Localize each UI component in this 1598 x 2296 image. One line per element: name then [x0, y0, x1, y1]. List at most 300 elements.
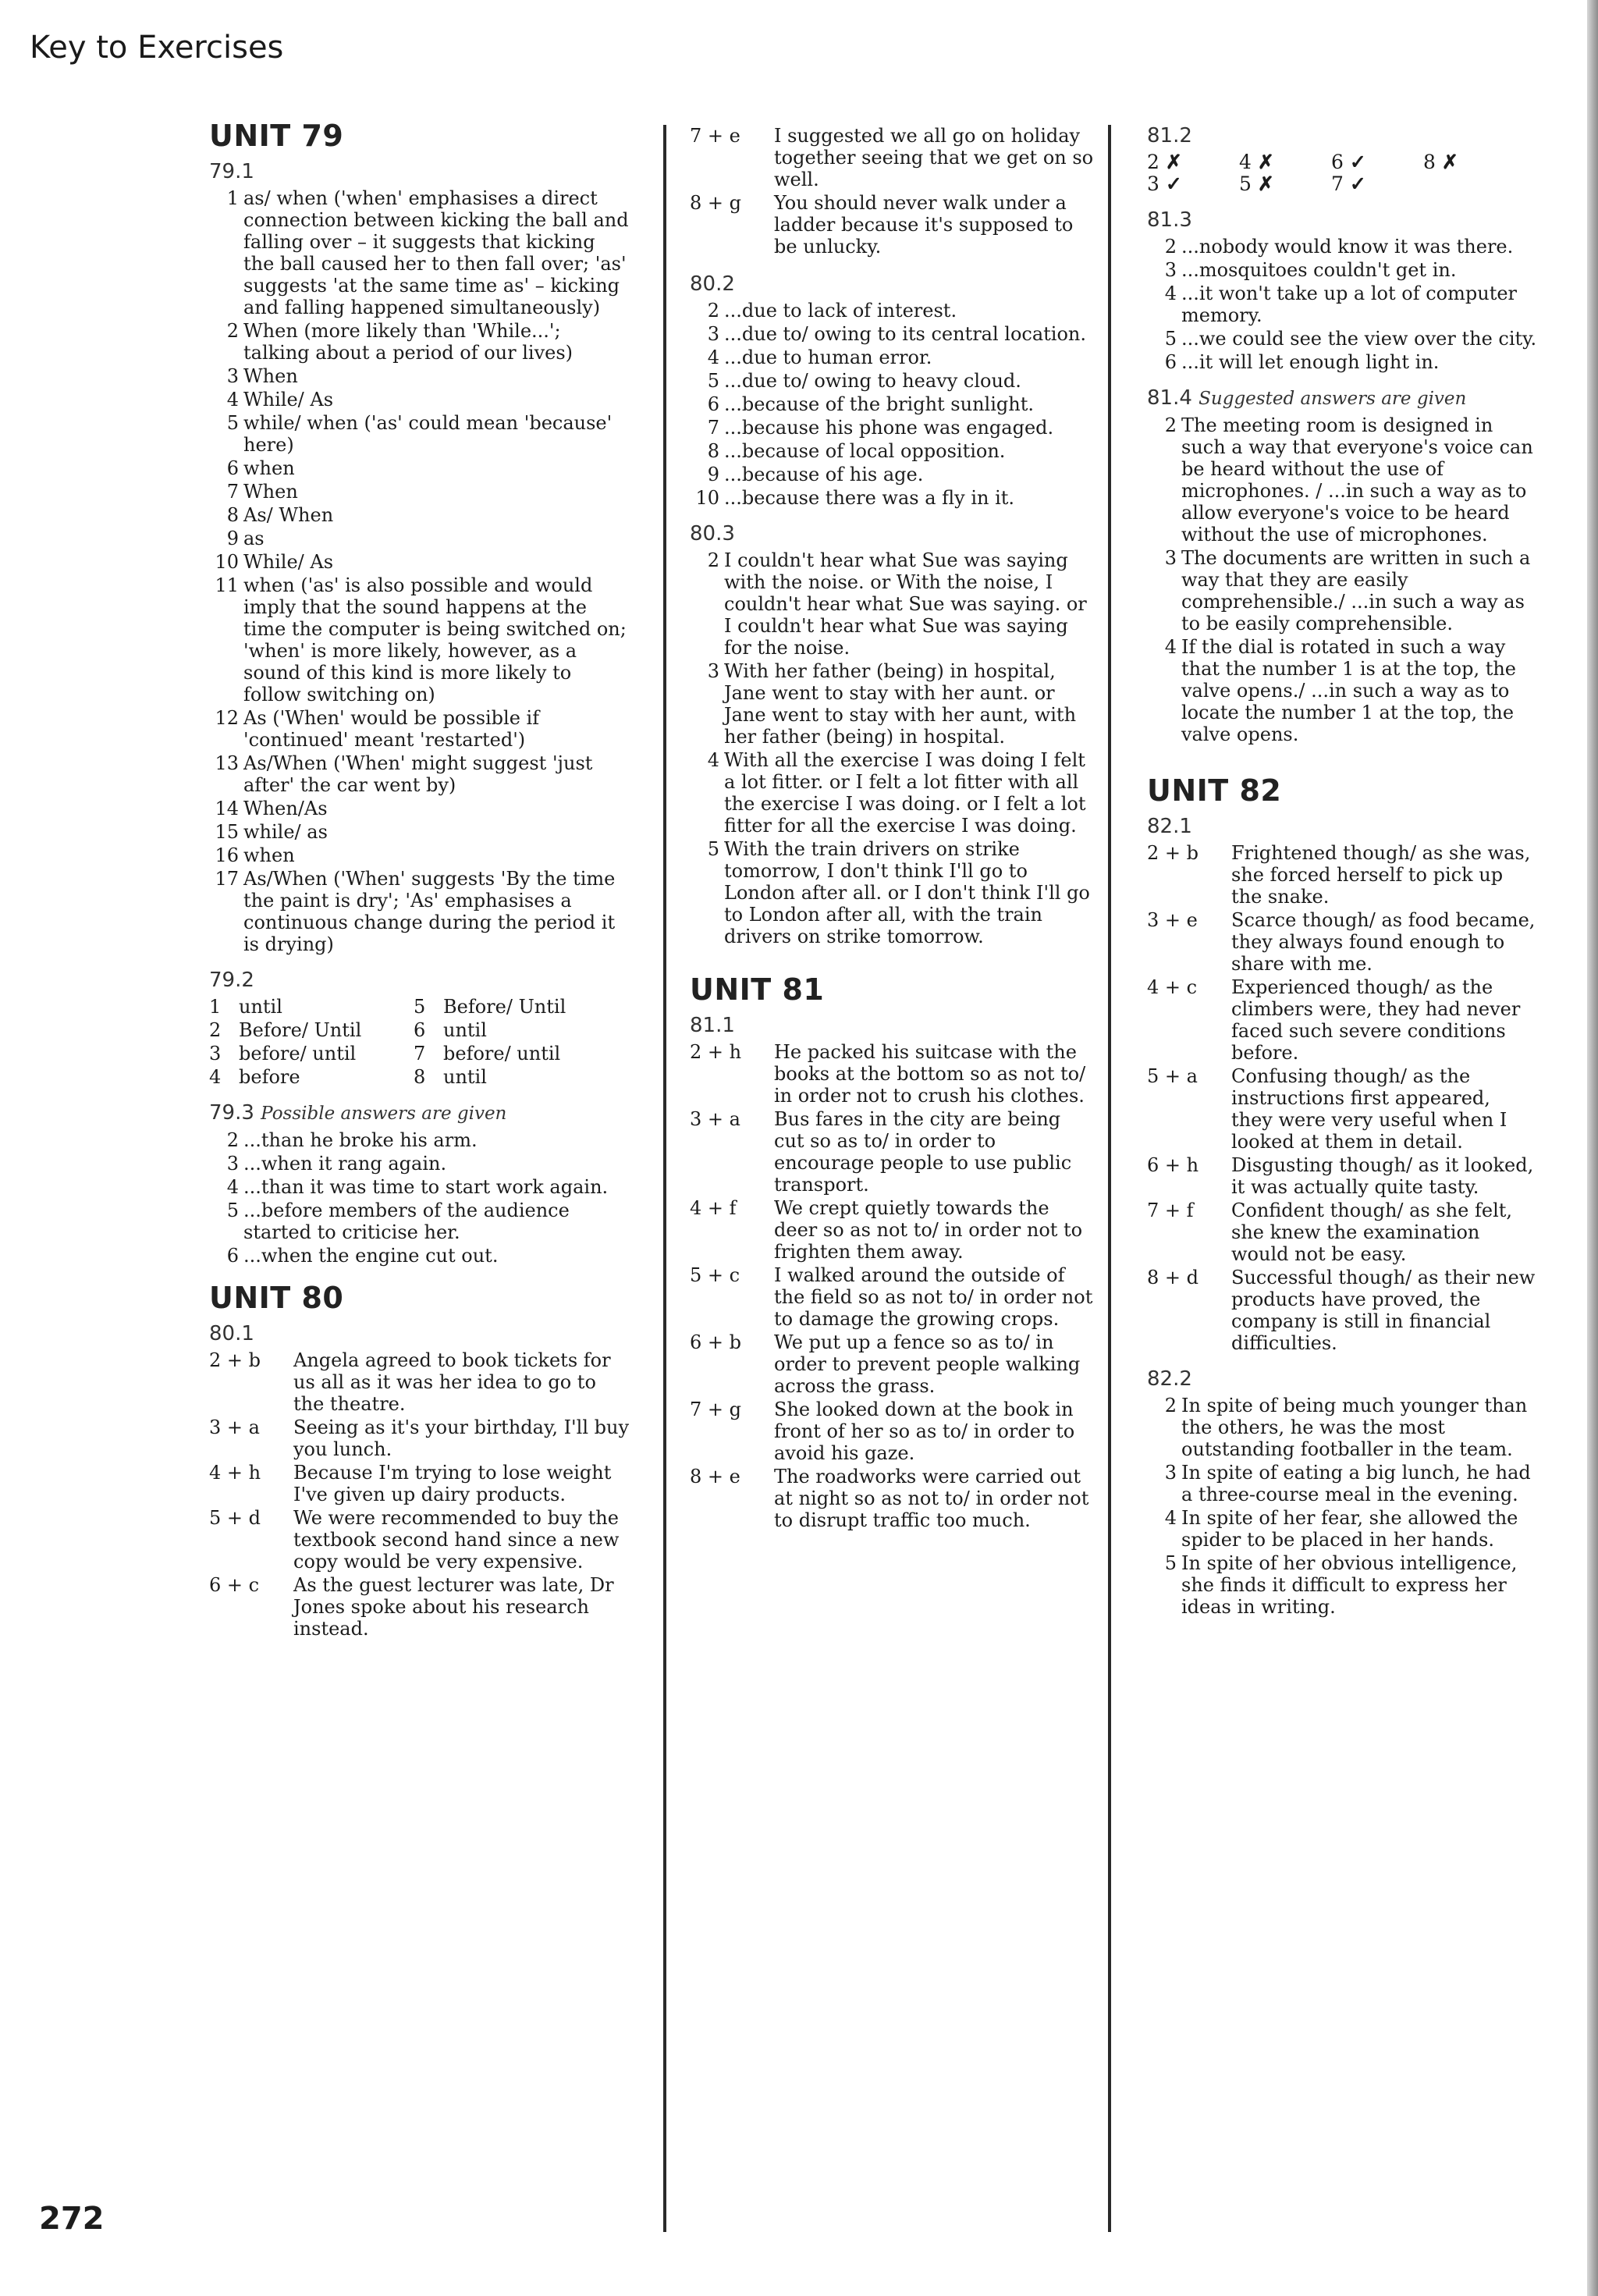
- column-3: [1147, 125, 1537, 1632]
- mark-cell: [1239, 173, 1331, 195]
- list-item: [1147, 259, 1537, 281]
- item-text: I walked around the outside of the field so as not to/ in order not to damage the growing crops.: [774, 1264, 1093, 1330]
- list-item: [1147, 1507, 1537, 1551]
- cross-icon: ✗: [1441, 151, 1458, 173]
- item-text: ...we could see the view over the city.: [1181, 328, 1537, 350]
- item-text: ...it won't take up a lot of computer memory.: [1181, 283, 1518, 326]
- list-item: [1147, 351, 1537, 373]
- exercise-section: [209, 969, 630, 1088]
- item-number: 3: [1164, 259, 1177, 281]
- grid-cell: [414, 1019, 585, 1041]
- item-text: when ('as' is also possible and would imply that the sound happens at the time the computer is being switched on; 'when' is more likely, however, as a sound of this kind is more likely to follow switching on): [243, 574, 627, 706]
- item-text: As/When ('When' might suggest 'just after' the car went by): [243, 752, 593, 796]
- item-number: 4: [1239, 151, 1252, 173]
- item-number: 4: [226, 389, 239, 411]
- list-item: [690, 192, 1096, 258]
- item-text: ...than it was time to start work again.: [243, 1176, 609, 1198]
- page-header-title: Key to Exercises: [30, 30, 284, 66]
- mark-cell: [1423, 151, 1501, 173]
- item-number: 15: [215, 821, 239, 843]
- section-title: [690, 273, 1096, 295]
- item-number: 9: [226, 528, 239, 549]
- list-item: [209, 844, 630, 866]
- list-item: [209, 821, 630, 843]
- list-item: [1147, 547, 1537, 634]
- answer-list: [209, 187, 630, 955]
- item-number: 6 + b: [690, 1331, 741, 1353]
- list-item: [1147, 236, 1537, 258]
- list-item: [209, 1507, 630, 1573]
- item-number: 7: [1331, 172, 1344, 195]
- section-title: [209, 1323, 630, 1345]
- section-title: [1147, 1368, 1537, 1390]
- item-number: 2: [707, 300, 719, 322]
- unit-title: UNIT 79: [209, 119, 344, 153]
- list-item: [1147, 1395, 1537, 1460]
- item-text: As/ When: [243, 504, 334, 526]
- exercise-section: [1147, 816, 1537, 1354]
- list-item: [690, 1466, 1096, 1531]
- list-item: [690, 417, 1096, 439]
- exercise-section: [209, 1102, 630, 1267]
- list-item: [690, 1331, 1096, 1397]
- list-item: [209, 551, 630, 573]
- list-item: [209, 1129, 630, 1151]
- item-text: With her father (being) in hospital, Jane went to stay with her aunt. or Jane went to stay with her aunt, with her father (being) in hospital.: [724, 660, 1077, 748]
- item-number: 10: [695, 487, 719, 509]
- item-text: until: [239, 996, 282, 1018]
- list-item: [209, 798, 630, 819]
- item-number: 2: [1164, 414, 1177, 436]
- item-text: until: [443, 1066, 487, 1088]
- item-text: Confusing though/ as the instructions first appeared, they were very useful when I looked at them in detail.: [1231, 1065, 1507, 1153]
- list-item: [690, 1197, 1096, 1263]
- item-number: 4: [707, 347, 719, 368]
- list-item: [209, 365, 630, 387]
- item-number: 1: [209, 996, 222, 1018]
- item-number: 5: [1164, 328, 1177, 350]
- list-item: [1147, 1462, 1537, 1505]
- item-number: 3: [1164, 1462, 1177, 1484]
- item-text: While/ As: [243, 551, 334, 573]
- list-item: [209, 868, 630, 955]
- list-item: [1147, 1267, 1537, 1354]
- item-number: 2 + h: [690, 1041, 742, 1063]
- item-text: Successful though/ as their new products have proved, the company is still in financial difficulties.: [1231, 1267, 1536, 1354]
- mark-cell: [1147, 151, 1239, 173]
- item-text: when: [243, 844, 295, 866]
- exercise-section: [690, 1015, 1096, 1531]
- item-text: ...when it rang again.: [243, 1153, 447, 1175]
- item-number: 8: [226, 504, 239, 526]
- list-item: [209, 574, 630, 706]
- item-number: 16: [215, 844, 239, 866]
- grid-cell: [414, 996, 585, 1018]
- item-number: 6: [414, 1019, 426, 1041]
- item-text: when: [243, 457, 295, 479]
- item-text: ...because his phone was engaged.: [724, 417, 1054, 439]
- item-text: ...mosquitoes couldn't get in.: [1181, 259, 1457, 281]
- answer-list: [209, 1129, 630, 1267]
- item-number: 8: [707, 440, 719, 462]
- list-item: [209, 504, 630, 526]
- answer-marks-grid: [1147, 151, 1537, 195]
- section-title: [1147, 816, 1537, 837]
- item-text: Seeing as it's your birthday, I'll buy you lunch.: [293, 1416, 630, 1460]
- exercise-section: [690, 523, 1096, 947]
- item-number: 4 + c: [1147, 976, 1198, 998]
- item-text: When/As: [243, 798, 328, 819]
- item-number: 3 + a: [209, 1416, 260, 1438]
- item-number: 5: [1239, 172, 1252, 195]
- list-item: [690, 1264, 1096, 1330]
- list-item: [690, 370, 1096, 392]
- item-text: In spite of eating a big lunch, he had a three-course meal in the evening.: [1181, 1462, 1531, 1505]
- item-text: Disgusting though/ as it looked, it was actually quite tasty.: [1231, 1154, 1534, 1198]
- item-number: 12: [215, 707, 239, 729]
- item-number: 2: [707, 549, 719, 571]
- section-note: Possible answers are given: [261, 1104, 507, 1124]
- list-item: [690, 440, 1096, 462]
- item-text: When: [243, 481, 298, 503]
- item-number: 5 + a: [1147, 1065, 1198, 1087]
- item-number: 5: [707, 838, 719, 860]
- item-number: 10: [215, 551, 239, 573]
- item-text: Frightened though/ as she was, she forced herself to pick up the snake.: [1231, 842, 1531, 908]
- list-item: [1147, 1065, 1537, 1153]
- item-number: 7 + e: [690, 125, 740, 147]
- list-item: [690, 660, 1096, 748]
- item-number: 7 + g: [690, 1399, 741, 1420]
- item-text: In spite of her obvious intelligence, she finds it difficult to express her ideas in writing.: [1181, 1552, 1518, 1618]
- grid-cell: [414, 1043, 585, 1064]
- list-item: [690, 749, 1096, 837]
- unit-title: UNIT 82: [1147, 773, 1282, 808]
- cross-icon: ✗: [1257, 172, 1274, 195]
- item-number: 4 + h: [209, 1462, 261, 1484]
- item-text: ...when the engine cut out.: [243, 1245, 499, 1267]
- section-number: 81.1: [690, 1014, 735, 1037]
- item-text: ...because of his age.: [724, 464, 924, 485]
- item-text: The roadworks were carried out at night so as not to/ in order not to disrupt traffic too much.: [774, 1466, 1089, 1531]
- column-2: [690, 125, 1096, 1545]
- grid-cell: [209, 1066, 414, 1088]
- item-text: As ('When' would be possible if 'continued' meant 'restarted'): [243, 707, 540, 751]
- item-text: as: [243, 528, 265, 549]
- check-icon: ✓: [1349, 172, 1366, 195]
- item-text: As/When ('When' suggests 'By the time the paint is dry'; 'As' emphasises a continuous change during the period it is drying): [243, 868, 616, 955]
- section-number: 79.3: [209, 1101, 254, 1125]
- item-number: 6: [226, 457, 239, 479]
- item-text: ...due to/ owing to its central location.: [724, 323, 1087, 345]
- grid-cell: [209, 1043, 414, 1064]
- item-text: In spite of her fear, she allowed the spider to be placed in her hands.: [1181, 1507, 1518, 1551]
- item-text: ...nobody would know it was there.: [1181, 236, 1514, 258]
- item-text: We were recommended to buy the textbook second hand since a new copy would be very expensive.: [293, 1507, 620, 1573]
- item-text: Before/ Until: [239, 1019, 362, 1041]
- list-item: [209, 457, 630, 479]
- section-title: [1147, 125, 1537, 147]
- item-text: I couldn't hear what Sue was saying with the noise. or With the noise, I couldn't hear what Sue was saying. or I couldn't hear what Sue was saying for the noise.: [724, 549, 1087, 659]
- section-title: [690, 523, 1096, 545]
- item-text: In spite of being much younger than the others, he was the most outstanding footballer in the team.: [1181, 1395, 1528, 1460]
- grid-cell: [414, 1066, 585, 1088]
- list-item: [1147, 976, 1537, 1064]
- answer-list: [1147, 1395, 1537, 1618]
- list-item: [1147, 1552, 1537, 1618]
- item-number: 8 + g: [690, 192, 741, 214]
- item-number: 14: [215, 798, 239, 819]
- item-number: 11: [215, 574, 239, 596]
- item-text: ...due to/ owing to heavy cloud.: [724, 370, 1021, 392]
- item-number: 4 + f: [690, 1197, 737, 1219]
- item-text: As the guest lecturer was late, Dr Jones spoke about his research instead.: [293, 1574, 614, 1640]
- list-item: [209, 1245, 630, 1267]
- item-text: The documents are written in such a way that they are easily comprehensible./ ...in such a way as to be easily comprehensible.: [1181, 547, 1531, 634]
- item-number: 2: [226, 320, 239, 342]
- item-text: while/ as: [243, 821, 328, 843]
- list-item: [1147, 909, 1537, 975]
- item-text: With the train drivers on strike tomorrow, I don't think I'll go to London after all. or I don't think I'll go to London after all, with the train drivers on strike tomorrow.: [724, 838, 1090, 947]
- section-number: 82.1: [1147, 815, 1192, 838]
- list-item: [690, 487, 1096, 509]
- list-item: [209, 1349, 630, 1415]
- section-number: 82.2: [1147, 1367, 1192, 1391]
- answer-list: [1147, 842, 1537, 1354]
- section-number: 79.1: [209, 160, 254, 183]
- answer-list: [690, 549, 1096, 947]
- list-item: [690, 323, 1096, 345]
- column-1: [209, 119, 630, 1654]
- exercise-section: [1147, 1368, 1537, 1618]
- section-number: 81.4: [1147, 386, 1192, 410]
- item-number: 9: [707, 464, 719, 485]
- item-number: 3: [226, 365, 239, 387]
- section-number: 80.1: [209, 1322, 254, 1345]
- list-item: [1147, 842, 1537, 908]
- item-text: until: [443, 1019, 487, 1041]
- item-text: The meeting room is designed in such a way that everyone's voice can be heard without the use of microphones. / ...in such a way as to allow everyone's voice to be heard without the use of microphones.: [1181, 414, 1533, 546]
- item-number: 2 + b: [209, 1349, 261, 1371]
- item-number: 3: [1147, 172, 1159, 195]
- item-number: 8: [1423, 151, 1436, 173]
- item-number: 8: [414, 1066, 426, 1088]
- answer-list: [209, 1349, 630, 1640]
- item-number: 6: [1331, 151, 1344, 173]
- list-item: [690, 838, 1096, 947]
- item-number: 1: [226, 187, 239, 209]
- item-number: 5: [414, 996, 426, 1018]
- section-number: 80.2: [690, 272, 735, 296]
- answer-list: [1147, 236, 1537, 373]
- list-item: [209, 481, 630, 503]
- item-number: 3: [1164, 547, 1177, 569]
- item-text: ...because of the bright sunlight.: [724, 393, 1034, 415]
- item-text: ...because of local opposition.: [724, 440, 1006, 462]
- item-number: 2: [1147, 151, 1159, 173]
- answer-list: [690, 1041, 1096, 1531]
- item-text: Bus fares in the city are being cut so as to/ in order to encourage people to use public transport.: [774, 1108, 1072, 1196]
- item-text: Scarce though/ as food became, they always found enough to share with me.: [1231, 909, 1536, 975]
- list-item: [690, 464, 1096, 485]
- item-text: Before/ Until: [443, 996, 566, 1018]
- item-number: 13: [215, 752, 239, 774]
- section-number: 81.3: [1147, 208, 1192, 232]
- item-number: 2 + b: [1147, 842, 1198, 864]
- item-number: 7: [414, 1043, 426, 1064]
- item-number: 3: [209, 1043, 222, 1064]
- item-text: I suggested we all go on holiday together seeing that we get on so well.: [774, 125, 1094, 190]
- mark-cell: [1331, 151, 1423, 173]
- mark-cell: [1147, 173, 1239, 195]
- item-text: When (more likely than 'While...'; talking about a period of our lives): [243, 320, 574, 364]
- item-number: 2: [226, 1129, 239, 1151]
- list-item: [209, 1574, 630, 1640]
- item-text: while/ when ('as' could mean 'because' here): [243, 412, 613, 456]
- list-item: [1147, 1200, 1537, 1265]
- section-title: [1147, 209, 1537, 231]
- list-item: [1147, 328, 1537, 350]
- item-text: You should never walk under a ladder because it's supposed to be unlucky.: [774, 192, 1074, 258]
- item-text: Because I'm trying to lose weight I've given up dairy products.: [293, 1462, 612, 1505]
- page-edge-shadow: [1587, 0, 1598, 2296]
- mark-cell: [1239, 151, 1331, 173]
- item-text: ...it will let enough light in.: [1181, 351, 1440, 373]
- item-number: 5: [707, 370, 719, 392]
- answer-list: [1147, 414, 1537, 745]
- cross-icon: ✗: [1257, 151, 1274, 173]
- cross-icon: ✗: [1165, 151, 1182, 173]
- section-number: 79.2: [209, 969, 254, 992]
- item-text: ...before members of the audience started to criticise her.: [243, 1200, 570, 1243]
- list-item: [209, 412, 630, 456]
- grid-cell: [209, 996, 414, 1018]
- item-text: She looked down at the book in front of her so as to/ in order to avoid his gaze.: [774, 1399, 1075, 1464]
- item-number: 4: [1164, 636, 1177, 658]
- list-item: [690, 549, 1096, 659]
- list-item: [690, 347, 1096, 368]
- item-number: 17: [215, 868, 239, 890]
- item-number: 2: [1164, 1395, 1177, 1416]
- answer-grid: [209, 996, 630, 1088]
- item-text: He packed his suitcase with the books at the bottom so as not to/ in order not to crush his clothes.: [774, 1041, 1086, 1107]
- list-item: [209, 752, 630, 796]
- section-number: 80.3: [690, 522, 735, 546]
- list-item: [209, 1416, 630, 1460]
- list-item: [690, 1399, 1096, 1464]
- item-text: ...than he broke his arm.: [243, 1129, 478, 1151]
- item-text: While/ As: [243, 389, 334, 411]
- check-icon: ✓: [1349, 151, 1366, 173]
- list-item: [1147, 283, 1537, 326]
- item-text: We put up a fence so as to/ in order to prevent people walking across the grass.: [774, 1331, 1081, 1397]
- exercise-section: [1147, 387, 1537, 745]
- answer-list: [690, 300, 1096, 509]
- item-text: ...due to human error.: [724, 347, 932, 368]
- exercise-section: [209, 1323, 630, 1640]
- item-number: 3 + a: [690, 1108, 740, 1130]
- section-title: [1147, 387, 1537, 410]
- item-number: 5: [226, 412, 239, 434]
- list-item: [209, 1462, 630, 1505]
- section-title: [209, 1102, 630, 1125]
- item-number: 7: [226, 481, 239, 503]
- item-number: 4: [226, 1176, 239, 1198]
- list-item: [209, 389, 630, 411]
- list-item: [209, 1176, 630, 1198]
- item-number: 4: [1164, 1507, 1177, 1529]
- check-icon: ✓: [1165, 172, 1182, 195]
- item-number: 8 + e: [690, 1466, 740, 1487]
- item-number: 2: [1164, 236, 1177, 258]
- item-text: ...because there was a fly in it.: [724, 487, 1015, 509]
- item-number: 5: [1164, 1552, 1177, 1574]
- mark-cell: [1331, 173, 1423, 195]
- item-number: 8 + d: [1147, 1267, 1198, 1288]
- item-text: ...due to lack of interest.: [724, 300, 957, 322]
- item-text: Experienced though/ as the climbers were, they had never faced such severe conditions before.: [1231, 976, 1521, 1064]
- item-number: 3 + e: [1147, 909, 1198, 931]
- item-number: 6: [226, 1245, 239, 1267]
- unit-title: UNIT 81: [690, 972, 825, 1007]
- item-number: 5 + d: [209, 1507, 261, 1529]
- list-item: [1147, 1154, 1537, 1198]
- exercise-section: [690, 273, 1096, 509]
- item-text: If the dial is rotated in such a way that the number 1 is at the top, the valve opens./ ...in such a way as to locate the number 1 at the top, the valve opens.: [1181, 636, 1517, 745]
- exercise-section: [1147, 125, 1537, 195]
- section-note: Suggested answers are given: [1198, 389, 1467, 409]
- item-number: 6: [707, 393, 719, 415]
- item-number: 3: [226, 1153, 239, 1175]
- list-item: [690, 300, 1096, 322]
- list-item: [1147, 414, 1537, 546]
- list-item: [209, 707, 630, 751]
- exercise-section: [1147, 209, 1537, 373]
- item-number: 6 + h: [1147, 1154, 1199, 1176]
- column-divider: [1108, 125, 1111, 2232]
- item-text: before/ until: [239, 1043, 357, 1064]
- item-number: 4: [1164, 283, 1177, 304]
- item-number: 7: [707, 417, 719, 439]
- exercise-section: [209, 161, 630, 955]
- list-item: [1147, 636, 1537, 745]
- item-number: 3: [707, 323, 719, 345]
- list-item: [209, 320, 630, 364]
- item-number: 7 + f: [1147, 1200, 1194, 1221]
- item-text: Confident though/ as she felt, she knew the examination would not be easy.: [1231, 1200, 1513, 1265]
- section-number: 81.2: [1147, 124, 1192, 147]
- list-item: [690, 1041, 1096, 1107]
- list-item: [209, 187, 630, 318]
- section-title: [209, 969, 630, 991]
- item-text: We crept quietly towards the deer so as not to/ in order not to frighten them away.: [774, 1197, 1083, 1263]
- list-item: [690, 125, 1096, 190]
- section-title: [209, 161, 630, 183]
- page-number: 272: [39, 2201, 105, 2237]
- list-item: [209, 528, 630, 549]
- section-title: [690, 1015, 1096, 1036]
- item-number: 6: [1164, 351, 1177, 373]
- list-item: [690, 1108, 1096, 1196]
- list-item: [209, 1200, 630, 1243]
- item-number: 2: [209, 1019, 222, 1041]
- item-number: 4: [209, 1066, 222, 1088]
- item-number: 6 + c: [209, 1574, 260, 1596]
- item-number: 4: [707, 749, 719, 771]
- item-text: With all the exercise I was doing I felt a lot fitter. or I felt a lot fitter with all the exercise I was doing. or I felt a lot fitter for all the exercise I was doing.: [724, 749, 1086, 837]
- item-text: before: [239, 1066, 300, 1088]
- item-text: When: [243, 365, 298, 387]
